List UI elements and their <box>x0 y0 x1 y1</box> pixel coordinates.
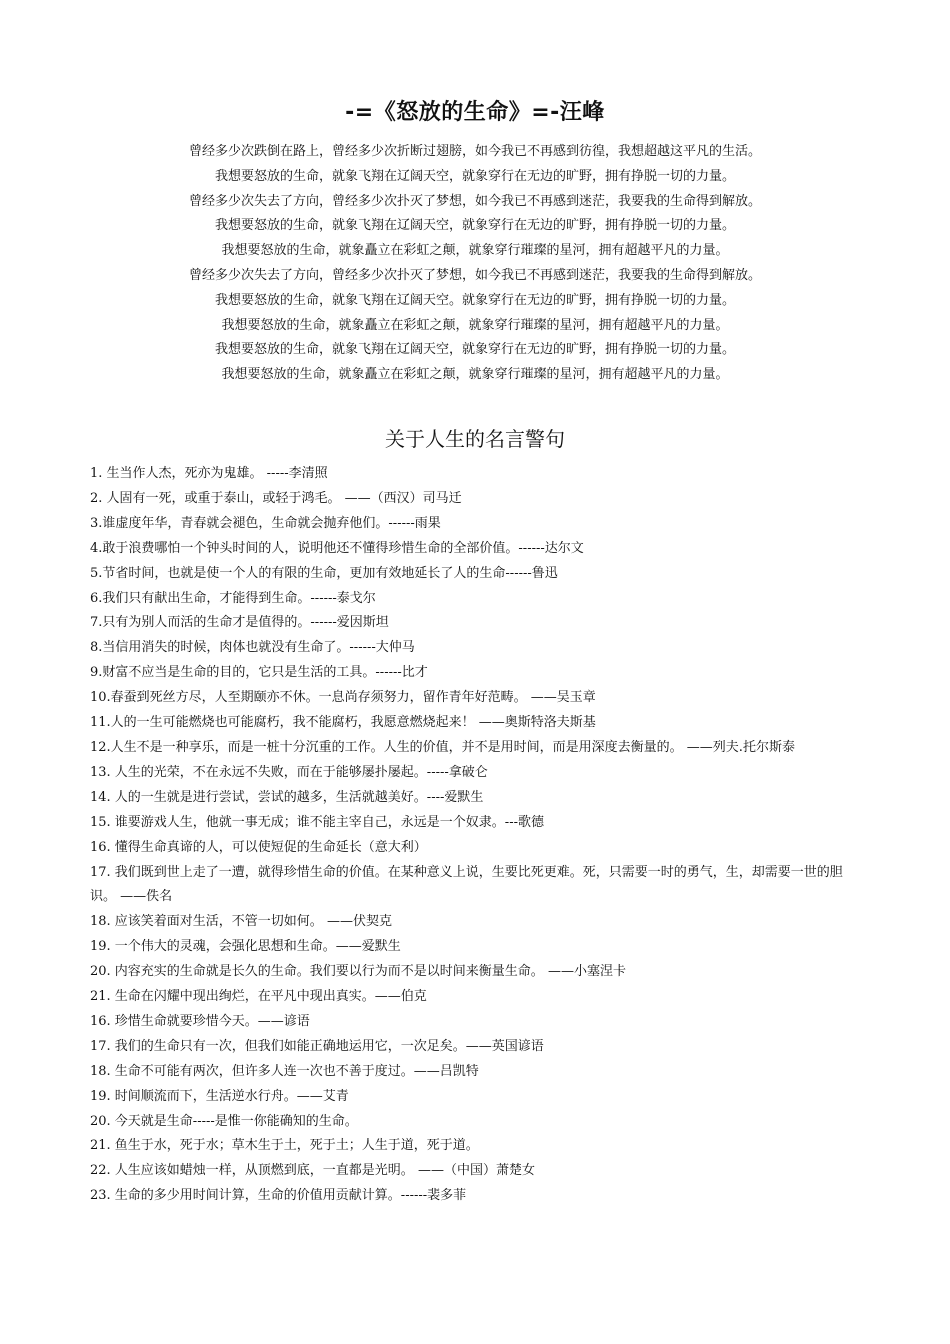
poem-title: -=《怒放的生命》=-汪峰 <box>345 100 605 125</box>
quote-item: 2. 人固有一死，或重于泰山，或轻于鸿毛。 ——（西汉）司马迁 <box>90 490 462 506</box>
quotes-title: 关于人生的名言警句 <box>385 427 565 451</box>
quote-item: 21. 鱼生于水，死于水；草木生于土，死于土；人生于道，死于道。 <box>90 1138 479 1154</box>
quote-item: 19. 时间顺流而下，生活逆水行舟。——艾青 <box>90 1088 349 1104</box>
quote-item: 1. 生当作人杰，死亦为鬼雄。 -----李清照 <box>90 466 328 481</box>
lyric-line: 我想要怒放的生命，就象矗立在彩虹之颠，就象穿行璀璨的星河，拥有超越平凡的力量。 <box>221 367 729 383</box>
poem-lyrics <box>0 140 950 388</box>
quote-item: 6.我们只有献出生命，才能得到生命。------泰戈尔 <box>90 590 376 606</box>
quote-item: 22. 人生应该如蜡烛一样，从顶燃到底，一直都是光明。 ——（中国）萧楚女 <box>90 1163 535 1179</box>
lyric-line: 我想要怒放的生命，就象飞翔在辽阔天空，就象穿行在无边的旷野，拥有挣脱一切的力量。 <box>214 168 735 184</box>
quote-item: 21. 生命在闪耀中现出绚烂，在平凡中现出真实。——伯克 <box>90 989 427 1005</box>
quote-item: 19. 一个伟大的灵魂，会强化思想和生命。——爱默生 <box>90 939 401 955</box>
quote-item: 12.人生不是一种享乐，而是一桩十分沉重的工作。人生的价值，并不是用时间，而是用深度去衡量的。 ——列夫.托尔斯泰 <box>90 739 795 755</box>
lyric-line: 我想要怒放的生命，就象矗立在彩虹之颠，就象穿行璀璨的星河，拥有超越平凡的力量。 <box>221 243 729 259</box>
quotes-list <box>90 462 862 1209</box>
quote-item: 20. 内容充实的生命就是长久的生命。我们要以行为而不是以时间来衡量生命。 ——小塞涅卡 <box>90 964 626 980</box>
quote-item: 4.敢于浪费哪怕一个钟头时间的人，说明他还不懂得珍惜生命的全部价值。------达尔文 <box>90 540 584 556</box>
lyric-line: 曾经多少次失去了方向，曾经多少次扑灭了梦想，如今我已不再感到迷茫，我要我的生命得到解放。 <box>188 193 761 209</box>
lyric-line: 曾经多少次跌倒在路上，曾经多少次折断过翅膀，如今我已不再感到彷徨，我想超越这平凡的生活。 <box>188 144 761 159</box>
quote-item: 11.人的一生可能燃烧也可能腐朽，我不能腐朽，我愿意燃烧起来！ ——奥斯特洛夫斯基 <box>90 715 596 731</box>
lyric-line: 我想要怒放的生命，就象矗立在彩虹之颠，就象穿行璀璨的星河，拥有超越平凡的力量。 <box>221 317 729 333</box>
lyric-line: 曾经多少次失去了方向，曾经多少次扑灭了梦想，如今我已不再感到迷茫，我要我的生命得到解放。 <box>188 267 761 283</box>
quote-item: 16. 懂得生命真谛的人，可以使短促的生命延长（意大利） <box>90 839 427 855</box>
quote-item: 15. 谁要游戏人生，他就一事无成；谁不能主宰自己，永远是一个奴隶。---歌德 <box>90 814 544 830</box>
quote-item: 8.当信用消失的时候，肉体也就没有生命了。------大仲马 <box>90 640 415 656</box>
quote-item: 18. 应该笑着面对生活，不管一切如何。 ——伏契克 <box>90 914 392 930</box>
quote-item: 23. 生命的多少用时间计算，生命的价值用贡献计算。------裴多菲 <box>90 1188 467 1204</box>
lyric-line: 我想要怒放的生命，就象飞翔在辽阔天空。就象穿行在无边的旷野，拥有挣脱一切的力量。 <box>214 292 735 308</box>
lyric-line: 我想要怒放的生命，就象飞翔在辽阔天空，就象穿行在无边的旷野，拥有挣脱一切的力量。 <box>214 218 735 234</box>
quote-item: 13. 人生的光荣，不在永远不失败，而在于能够屡扑屡起。-----拿破仑 <box>90 764 488 780</box>
lyric-line: 我想要怒放的生命，就象飞翔在辽阔天空，就象穿行在无边的旷野，拥有挣脱一切的力量。 <box>214 342 735 358</box>
quote-item: 14. 人的一生就是进行尝试，尝试的越多，生活就越美好。----爱默生 <box>90 789 484 805</box>
quote-item: 3.谁虚度年华，青春就会褪色，生命就会抛弃他们。------雨果 <box>90 515 441 531</box>
quote-item: 17. 我们既到世上走了一遭，就得珍惜生命的价值。在某种意义上说，生要比死更难。死，只需要一时的勇气，生，却需要一世的胆识。 ——佚名 <box>90 864 843 905</box>
quote-item: 18. 生命不可能有两次，但许多人连一次也不善于度过。——吕凯特 <box>90 1063 479 1079</box>
quote-item: 9.财富不应当是生命的目的，它只是生活的工具。------比才 <box>90 665 428 681</box>
quote-item: 10.春蚕到死丝方尽，人至期颐亦不休。一息尚存须努力，留作青年好范畴。 ——吴玉章 <box>90 690 596 706</box>
quote-item: 17. 我们的生命只有一次，但我们如能正确地运用它，一次足矣。——英国谚语 <box>90 1038 544 1054</box>
quote-item: 16. 珍惜生命就要珍惜今天。——谚语 <box>90 1013 310 1029</box>
quote-item: 7.只有为别人而活的生命才是值得的。------爱因斯坦 <box>90 615 389 631</box>
quote-item: 20. 今天就是生命-----是惟一你能确知的生命。 <box>90 1113 358 1129</box>
quote-item: 5.节省时间，也就是使一个人的有限的生命，更加有效地延长了人的生命------鲁迅 <box>90 565 558 581</box>
